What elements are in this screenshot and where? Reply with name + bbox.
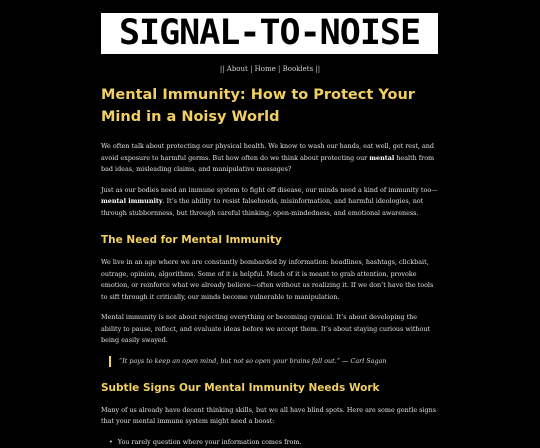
- section1-paragraph-2: Mental immunity is not about rejecting everything or becoming cynical. It’s about developing the ability to pause, reflect, and evaluate ideas before we accept them. It’s about staying curious without being easily swayed.: [101, 313, 431, 344]
- emphasis-mental: mental: [369, 153, 395, 162]
- nav-link-home[interactable]: Home: [254, 65, 276, 73]
- section-heading-signs: Subtle Signs Our Mental Immunity Needs Work: [101, 381, 380, 394]
- article-title: Mental Immunity: How to Protect Your Mind in a Noisy World: [101, 87, 415, 125]
- top-nav: || About | Home | Booklets ||: [219, 65, 321, 73]
- list-item: • You rarely question where your information comes from.: [109, 437, 438, 448]
- site-logo[interactable]: [101, 13, 438, 54]
- emphasis-mental-immunity: mental immunity: [101, 197, 163, 205]
- nav-link-about[interactable]: About: [226, 65, 248, 73]
- section-heading-need: The Need for Mental Immunity: [101, 234, 282, 246]
- article: [101, 84, 438, 448]
- site-logo-text: SIGNAL-TO-NOISE: [118, 13, 421, 53]
- signs-list: [101, 437, 438, 448]
- intro-paragraph-1: We often talk about protecting our physical health. We know to wash our hands, eat well, get rest, and avoid exposure to harmful germs. But how often do we think about protecting our mental health from bad ideas, misleading claims, and manipulative messages?: [101, 142, 435, 173]
- nav-link-booklets[interactable]: Booklets: [282, 65, 314, 73]
- section1-paragraph-1: We live in an age where we are constantly bombarded by information: headlines, hashtags, clickbait, outrage, opinion, algorithms. Some of it is helpful. Much of it is meant to grab attention, provoke emotion, or reinforce what we already believe—often without us realizing it. If we don’t have the tools to sift through it critically, our minds become vulnerable to manipulation.: [101, 258, 434, 301]
- sagan-quote: “It pays to keep an open mind, but not so open your brains fall out.” — Carl Sagan: [109, 356, 438, 367]
- section2-paragraph-1: Many of us already have decent thinking skills, but we all have blind spots. Here are some gentle signs that your mental immune system might need a boost:: [101, 405, 436, 425]
- nav-separator: ||: [315, 65, 321, 73]
- nav-separator: ||: [219, 65, 225, 73]
- intro-paragraph-2: Just as our bodies need an immune system to fight off disease, our minds need a kind of immunity too—mental immunity. It’s the ability to resist falsehoods, misinformation, and harmful ideologies, not through stubbornness, but through careful thinking, open-mindedness, and emotional awareness.: [101, 185, 438, 217]
